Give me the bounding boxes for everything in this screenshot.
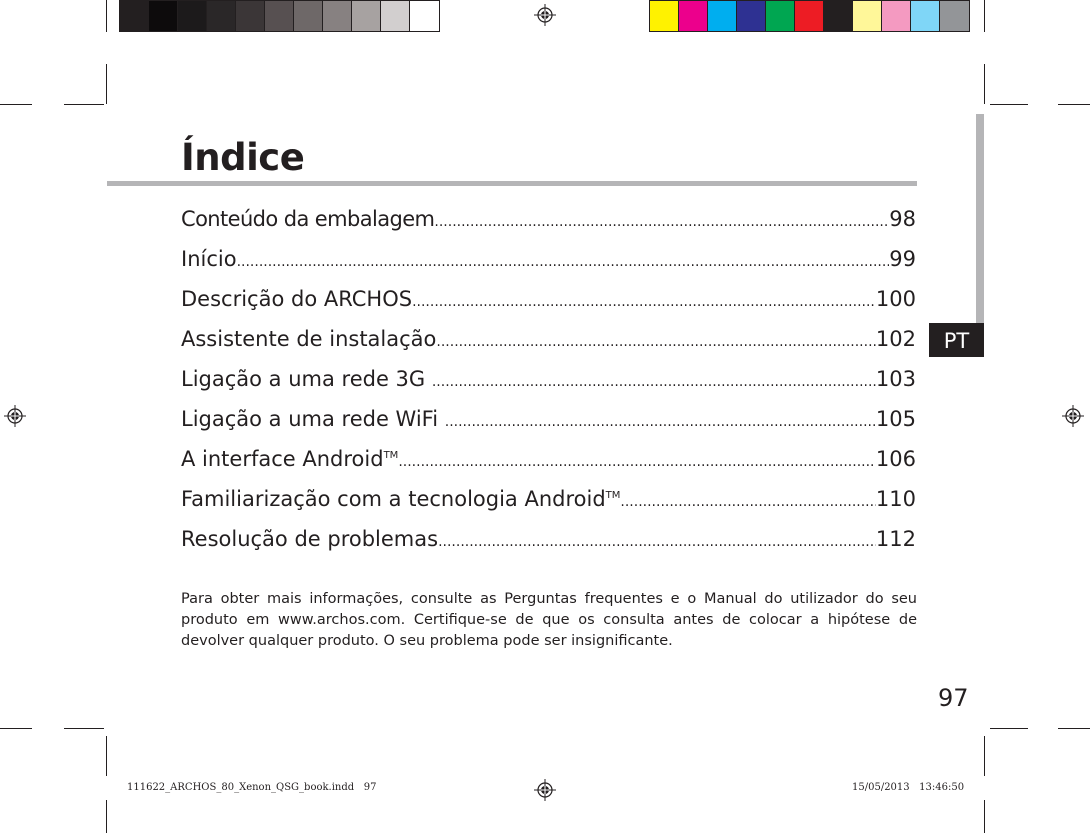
color-swatch [882, 1, 911, 31]
color-swatch [766, 1, 795, 31]
crop-mark [1058, 728, 1090, 729]
crop-mark [984, 736, 985, 776]
gray-swatch [149, 1, 178, 31]
toc-entry-page: 98 [889, 207, 916, 231]
toc-entry-page: 106 [875, 447, 916, 471]
crop-mark [64, 728, 104, 729]
table-of-contents [181, 207, 916, 567]
toc-entry-label-wrap [181, 487, 620, 511]
registration-mark-icon [1062, 405, 1084, 427]
toc-entry-label: Resolução de problemas [181, 527, 439, 551]
toc-entry-page: 100 [875, 287, 916, 311]
gray-swatch [352, 1, 381, 31]
color-swatch [824, 1, 853, 31]
crop-mark [106, 736, 107, 776]
toc-entry-label-wrap [181, 447, 398, 471]
slug-filename: 111622_ARCHOS_80_Xenon_QSG_book.indd 97 [127, 782, 377, 793]
toc-entry-label: Ligação a uma rede WiFi [181, 407, 445, 431]
crop-mark [0, 104, 32, 105]
toc-entry-label: Familiarização com a tecnologia Android [181, 487, 606, 511]
gray-swatch [294, 1, 323, 31]
toc-leader-dots [237, 254, 890, 270]
toc-entry-label: Descrição do ARCHOS [181, 287, 413, 311]
trademark-mark: TM [605, 490, 621, 501]
toc-leader-dots [412, 294, 876, 310]
color-swatch [737, 1, 766, 31]
toc-entry-page: 103 [875, 367, 916, 391]
toc-entry[interactable] [181, 327, 916, 367]
slug-datetime: 15/05/2013 13:46:50 [852, 782, 965, 793]
crop-mark [1058, 104, 1090, 105]
color-swatch [911, 1, 940, 31]
toc-leader-dots [398, 454, 876, 470]
gray-swatch [207, 1, 236, 31]
toc-entry[interactable] [181, 367, 916, 407]
toc-entry-label: A interface Android [181, 447, 384, 471]
crop-mark [984, 0, 985, 32]
toc-entry-label: Ligação a uma rede 3G [181, 367, 432, 391]
toc-entry-label: Início [181, 247, 237, 271]
toc-entry-page: 105 [875, 407, 916, 431]
gray-swatch [236, 1, 265, 31]
toc-entry[interactable] [181, 247, 916, 287]
color-swatch [679, 1, 708, 31]
registration-mark-icon [4, 405, 26, 427]
gray-swatch [410, 1, 439, 31]
gray-swatch [381, 1, 410, 31]
trademark-mark: TM [383, 450, 399, 461]
toc-entry-page: 99 [889, 247, 916, 271]
info-paragraph: Para obter mais informações, consulte as Perguntas frequentes e o Manual do utilizador do seu produto em www.archos.com. Certifique-se de que os consulta antes de colocar a hipótese de devolver qualquer produto. O seu problema pode ser insignificante. [181, 591, 917, 649]
toc-entry-label: Conteúdo da embalagem [181, 207, 435, 231]
language-tab: PT [929, 323, 984, 357]
crop-mark [984, 800, 985, 833]
color-swatch [853, 1, 882, 31]
toc-leader-dots [434, 214, 889, 230]
toc-leader-dots [620, 494, 876, 510]
toc-leader-dots [432, 374, 876, 390]
gray-swatch [120, 1, 149, 31]
crop-mark [106, 0, 107, 32]
crop-mark [106, 800, 107, 833]
registration-mark-icon [534, 4, 556, 26]
toc-entry-page: 112 [875, 527, 916, 551]
color-swatch [940, 1, 969, 31]
crop-mark [0, 728, 32, 729]
process-color-bar [649, 0, 970, 32]
gray-swatch [323, 1, 352, 31]
page-title: Índice [181, 136, 305, 179]
registration-mark-icon [534, 779, 556, 801]
toc-leader-dots [438, 534, 876, 550]
crop-mark [990, 104, 1028, 105]
crop-mark [984, 64, 985, 104]
toc-leader-dots [436, 334, 876, 350]
toc-entry[interactable] [181, 447, 916, 487]
color-swatch [795, 1, 824, 31]
side-tab-bar [976, 114, 984, 328]
toc-entry[interactable] [181, 287, 916, 327]
toc-entry[interactable] [181, 487, 916, 527]
grayscale-color-bar [119, 0, 440, 32]
toc-entry[interactable] [181, 207, 916, 247]
toc-leader-dots [445, 414, 876, 430]
color-swatch [650, 1, 679, 31]
gray-swatch [265, 1, 294, 31]
toc-entry-page: 102 [875, 327, 916, 351]
title-rule [107, 181, 917, 186]
crop-mark [106, 64, 107, 104]
toc-entry-page: 110 [875, 487, 916, 511]
color-swatch [708, 1, 737, 31]
toc-entry[interactable] [181, 407, 916, 447]
crop-mark [64, 104, 104, 105]
toc-entry-label: Assistente de instalação [181, 327, 437, 351]
gray-swatch [178, 1, 207, 31]
page-number: 97 [938, 684, 969, 712]
crop-mark [990, 728, 1028, 729]
toc-entry[interactable] [181, 527, 916, 567]
